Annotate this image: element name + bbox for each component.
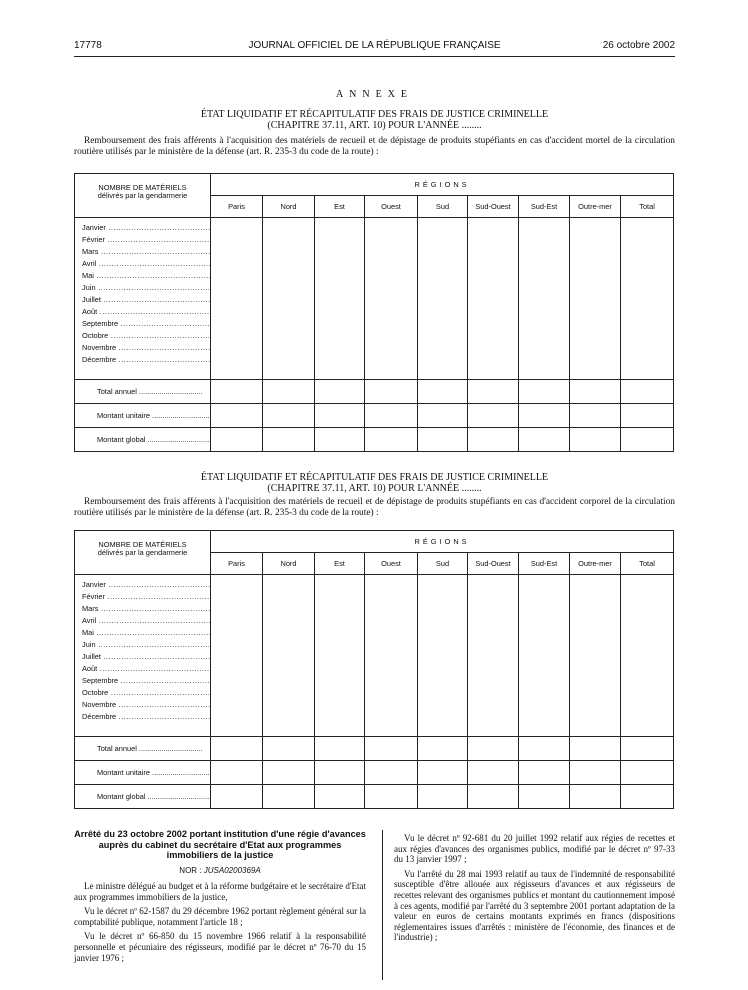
summary-cell	[570, 761, 621, 785]
column-header: Total	[621, 196, 674, 218]
summary-cell	[418, 785, 468, 809]
data-cell	[365, 218, 418, 380]
summary-label: Montant unitaire .....	[97, 411, 211, 420]
column-header: Outre-mer	[570, 553, 621, 575]
month-label: Septembre .....	[82, 318, 210, 330]
section1-title-line2: (CHAPITRE 37.11, ART. 10) POUR L'ANNÉE ........	[267, 120, 482, 131]
column-header: Ouest	[365, 196, 418, 218]
section1-title-line1: ÉTAT LIQUIDATIF ET RÉCAPITULATIF DES FRAIS DE JUSTICE CRIMINELLE	[200, 109, 549, 120]
column-header: Sud-Est	[519, 553, 570, 575]
publication-date: 26 octobre 2002	[602, 40, 675, 51]
expenses-table-2	[74, 530, 674, 809]
column-header: Sud	[418, 196, 468, 218]
data-cell	[570, 218, 621, 380]
summary-cell	[468, 737, 519, 761]
column-header: Est	[315, 553, 365, 575]
summary-cell	[570, 737, 621, 761]
summary-label-cell	[75, 737, 211, 761]
summary-cell	[468, 761, 519, 785]
months-cell	[75, 218, 211, 380]
materials-label-cell	[75, 174, 211, 218]
summary-cell	[211, 404, 263, 428]
paragraph: Vu le décret nº 92-681 du 20 juillet 1992 relatif aux régies de recettes et aux régies d'avances des organismes publics, modifié par le décret nº 97-33 du 13 janvier 1997 ;	[394, 833, 675, 865]
summary-cell	[365, 428, 418, 452]
column-header: Sud-Ouest	[468, 196, 519, 218]
summary-cell	[570, 428, 621, 452]
data-cell	[315, 218, 365, 380]
column-header: Outre-mer	[570, 196, 621, 218]
summary-cell	[418, 761, 468, 785]
paragraph: Vu l'arrêté du 28 mai 1993 relatif au taux de l'indemnité de responsabilité susceptible d'être allouée aux régisseurs d'avances et aux régisseurs de recettes relevant des organismes publics et montant du cautionnement imposé à ces agents, modifié par l'arrêté du 3 septembre 2001 portant adaptation de la valeur en euros de certains montants exprimés en francs (dispositions réglementaires issues d'arrêtés : ministère de l'économie, des finances et de l'industrie) ;	[394, 868, 675, 943]
summary-cell	[365, 380, 418, 404]
section1-title	[74, 109, 675, 131]
summary-cell	[621, 380, 674, 404]
summary-label-cell	[75, 761, 211, 785]
month-label: Juin .....	[82, 639, 210, 651]
summary-cell	[418, 428, 468, 452]
summary-cell	[468, 404, 519, 428]
month-label: Février .....	[82, 591, 210, 603]
summary-cell	[519, 737, 570, 761]
summary-cell	[211, 737, 263, 761]
summary-cell	[365, 737, 418, 761]
data-cell	[263, 575, 315, 737]
data-cell	[519, 575, 570, 737]
paragraph: Vu le décret nº 62-1587 du 29 décembre 1962 portant règlement général sur la comptabilité publique, notamment l'article 18 ;	[74, 906, 366, 927]
summary-cell	[418, 380, 468, 404]
data-cell	[621, 575, 674, 737]
month-label: Juin .....	[82, 282, 210, 294]
summary-cell	[365, 761, 418, 785]
data-cell	[418, 218, 468, 380]
data-cell	[211, 575, 263, 737]
column-header: Sud-Est	[519, 196, 570, 218]
summary-label-cell	[75, 380, 211, 404]
data-cell	[365, 575, 418, 737]
month-label: Avril .....	[82, 258, 210, 270]
summary-cell	[468, 380, 519, 404]
month-label: Août .....	[82, 663, 210, 675]
summary-cell	[621, 428, 674, 452]
regions-header: RÉGIONS	[211, 174, 674, 196]
month-label: Juillet .....	[82, 651, 210, 663]
nor-reference	[74, 866, 366, 875]
summary-cell	[211, 761, 263, 785]
arrete-left-column	[74, 881, 366, 967]
summary-label: Montant unitaire .....	[97, 768, 211, 777]
summary-cell	[418, 404, 468, 428]
materials-label-cell	[75, 531, 211, 575]
column-header: Ouest	[365, 553, 418, 575]
section2-title	[74, 472, 675, 494]
page-number: 17778	[74, 40, 102, 51]
summary-cell	[621, 785, 674, 809]
month-label: Janvier .....	[82, 222, 210, 234]
month-label: Janvier .....	[82, 579, 210, 591]
summary-cell	[263, 737, 315, 761]
section2-title-line2: (CHAPITRE 37.11, ART. 10) POUR L'ANNÉE ........	[267, 483, 482, 494]
summary-label: Montant global .....	[97, 792, 211, 801]
summary-cell	[315, 761, 365, 785]
column-header: Sud	[418, 553, 468, 575]
regions-header-row	[75, 531, 674, 553]
journal-title: JOURNAL OFFICIEL DE LA RÉPUBLIQUE FRANÇAISE	[248, 40, 501, 51]
column-header: Nord	[263, 553, 315, 575]
column-separator	[382, 830, 383, 980]
month-label: Février .....	[82, 234, 210, 246]
summary-row	[75, 785, 674, 809]
data-cell	[211, 218, 263, 380]
summary-cell	[621, 761, 674, 785]
summary-cell	[570, 404, 621, 428]
month-label: Décembre .....	[82, 711, 210, 723]
column-header: Total	[621, 553, 674, 575]
summary-cell	[365, 785, 418, 809]
column-header: Paris	[211, 553, 263, 575]
data-cell	[519, 218, 570, 380]
summary-row	[75, 761, 674, 785]
months-row	[75, 218, 674, 380]
column-header: Paris	[211, 196, 263, 218]
month-label: Mai .....	[82, 270, 210, 282]
month-label: Décembre .....	[82, 354, 210, 366]
regions-header: RÉGIONS	[211, 531, 674, 553]
summary-cell	[211, 785, 263, 809]
summary-row	[75, 380, 674, 404]
summary-label: Total annuel .....	[97, 744, 203, 753]
summary-cell	[621, 404, 674, 428]
summary-cell	[211, 380, 263, 404]
summary-cell	[468, 428, 519, 452]
months-cell	[75, 575, 211, 737]
summary-cell	[315, 428, 365, 452]
month-label: Avril .....	[82, 615, 210, 627]
summary-cell	[263, 404, 315, 428]
nor-value: JUSA0200369A	[203, 866, 261, 875]
summary-label-cell	[75, 785, 211, 809]
materials-label-line2: délivrés par la gendarmerie	[97, 191, 188, 200]
summary-cell	[570, 380, 621, 404]
summary-cell	[263, 785, 315, 809]
summary-cell	[519, 404, 570, 428]
summary-cell	[519, 785, 570, 809]
arrete-right-column	[394, 833, 675, 947]
summary-cell	[263, 380, 315, 404]
materials-label-line1: NOMBRE DE MATÉRIELS	[98, 540, 187, 549]
header-rule	[74, 56, 675, 57]
month-label: Mars .....	[82, 246, 210, 258]
month-label: Novembre .....	[82, 342, 210, 354]
expenses-table-1	[74, 173, 674, 452]
month-label: Mars .....	[82, 603, 210, 615]
summary-cell	[519, 428, 570, 452]
section1-intro: Remboursement des frais afférents à l'acquisition des matériels de recueil et de dépistage de produits stupéfiants en cas d'accident mortel de la circulation routière utilisés par le ministère de la défense (art. R. 235-3 du code de la route) :	[74, 136, 675, 157]
column-header: Est	[315, 196, 365, 218]
summary-cell	[315, 380, 365, 404]
summary-cell	[263, 761, 315, 785]
data-cell	[621, 218, 674, 380]
summary-cell	[315, 404, 365, 428]
nor-label: NOR :	[179, 866, 202, 875]
section2-intro: Remboursement des frais afférents à l'acquisition des matériels de recueil et de dépistage de produits stupéfiants en cas d'accident corporel de la circulation routière utilisés par le ministère de la défense (art. R. 235-3 du code de la route) :	[74, 497, 675, 518]
data-cell	[570, 575, 621, 737]
summary-row	[75, 404, 674, 428]
summary-cell	[519, 761, 570, 785]
summary-label: Total annuel .....	[97, 387, 203, 396]
summary-cell	[211, 428, 263, 452]
summary-cell	[570, 785, 621, 809]
month-label: Mai .....	[82, 627, 210, 639]
summary-cell	[418, 737, 468, 761]
data-cell	[315, 575, 365, 737]
data-cell	[418, 575, 468, 737]
summary-cell	[315, 737, 365, 761]
month-label: Novembre .....	[82, 699, 210, 711]
summary-cell	[315, 785, 365, 809]
month-label: Septembre .....	[82, 675, 210, 687]
data-cell	[263, 218, 315, 380]
paragraph: Vu le décret nº 66-850 du 15 novembre 1966 relatif à la responsabilité personnelle et pécuniaire des régisseurs, modifié par le décret nº 76-70 du 15 janvier 1976 ;	[74, 931, 366, 963]
summary-row	[75, 428, 674, 452]
month-label: Août .....	[82, 306, 210, 318]
data-cell	[468, 218, 519, 380]
months-row	[75, 575, 674, 737]
paragraph: Le ministre délégué au budget et à la réforme budgétaire et le secrétaire d'Etat aux programmes immobiliers de la justice,	[74, 881, 366, 902]
regions-header-row	[75, 174, 674, 196]
summary-cell	[621, 737, 674, 761]
summary-label: Montant global .....	[97, 435, 211, 444]
month-label: Octobre .....	[82, 330, 210, 342]
summary-cell	[263, 428, 315, 452]
summary-cell	[468, 785, 519, 809]
annexe-heading: ANNEXE	[335, 89, 414, 100]
column-header: Sud-Ouest	[468, 553, 519, 575]
month-label: Octobre .....	[82, 687, 210, 699]
summary-label-cell	[75, 404, 211, 428]
materials-label-line2: délivrés par la gendarmerie	[97, 548, 188, 557]
summary-row	[75, 737, 674, 761]
summary-label-cell	[75, 428, 211, 452]
column-header: Nord	[263, 196, 315, 218]
summary-cell	[365, 404, 418, 428]
month-label: Juillet .....	[82, 294, 210, 306]
arrete-title: Arrêté du 23 octobre 2002 portant institution d'une régie d'avances auprès du cabinet du secrétaire d'Etat aux programmes immobiliers de la justice	[74, 829, 366, 860]
data-cell	[468, 575, 519, 737]
materials-label-line1: NOMBRE DE MATÉRIELS	[98, 183, 187, 192]
section2-title-line1: ÉTAT LIQUIDATIF ET RÉCAPITULATIF DES FRAIS DE JUSTICE CRIMINELLE	[200, 472, 549, 483]
summary-cell	[519, 380, 570, 404]
